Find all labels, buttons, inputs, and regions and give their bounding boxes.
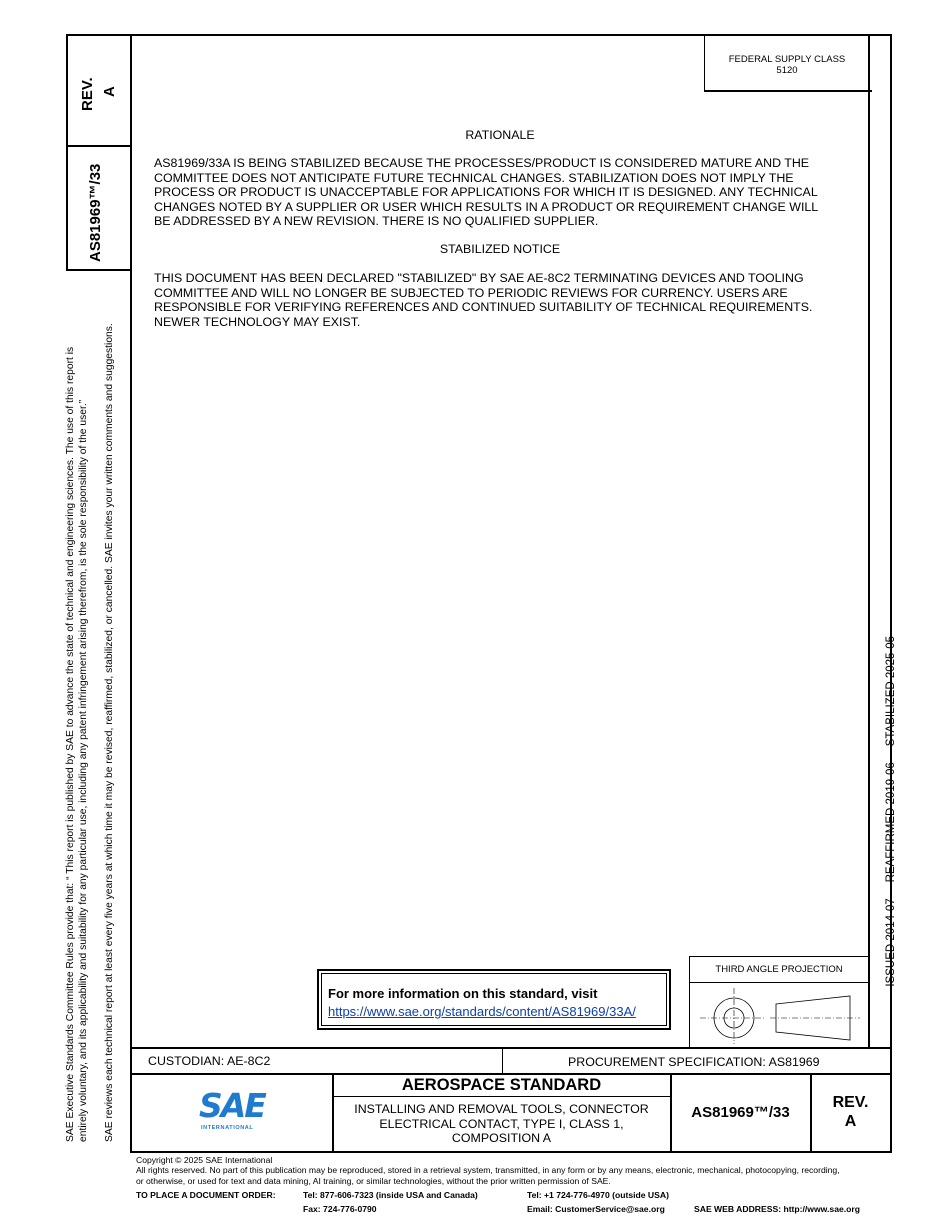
rationale-line: BE ADDRESSED BY A NEW REVISION. THERE IS NO QUALIFIED SUPPLIER. <box>154 214 599 229</box>
projection-box-top <box>689 956 869 957</box>
rationale-heading: RATIONALE <box>465 128 535 142</box>
titleblock-custodian-divider <box>502 1047 503 1074</box>
stabilized-line: NEWER TECHNOLOGY MAY EXIST. <box>154 314 361 329</box>
titleblock-top <box>130 1047 892 1049</box>
margin-note-line3: SAE reviews each technical report at least every five years at which time it may be revised, reaffirmed, stabilized, or cancelled. SAE invites your written comments and suggestions. <box>104 323 115 1142</box>
titleblock-row-divider <box>130 1073 892 1075</box>
info-box <box>317 969 671 1030</box>
left-col-bottom-line <box>66 269 131 271</box>
custodian: CUSTODIAN: AE-8C2 <box>148 1054 271 1068</box>
frame-left-line <box>66 34 68 270</box>
frame-top-line <box>66 34 892 36</box>
supply-class-line2: 5120 <box>776 65 798 76</box>
rationale-line: CHANGES NOTED BY A SUPPLIER OR USER WHICH RESULTS IN A PRODUCT OR REQUIREMENT CHANGE WILL <box>154 199 819 214</box>
stabilized-line: COMMITTEE AND WILL NO LONGER BE SUBJECTED TO PERIODIC REVIEWS FOR CURRENCY. USERS ARE <box>154 285 788 300</box>
rationale-line: AS81969/33A IS BEING STABILIZED BECAUSE THE PROCESSES/PRODUCT IS CONSIDERED MATURE AND THE <box>154 156 810 170</box>
tel-usa: Tel: 877-606-7323 (inside USA and Canada) <box>303 1190 478 1200</box>
left-doc-number: AS81969™/33 <box>87 163 104 262</box>
margin-note-line1: SAE Executive Standards Committee Rules provide that: “ This report is published by SAE to advance the state of technical and engineering sciences. The use of this report is <box>65 346 76 1142</box>
title-line3: COMPOSITION A <box>451 1131 552 1145</box>
federal-supply-class <box>705 54 869 76</box>
titleblock-doc-number: AS81969™/33 <box>691 1104 790 1121</box>
left-rev-label: REV. <box>79 77 96 111</box>
frame-right-inner-line <box>868 34 870 1048</box>
titleblock-std-divider <box>332 1096 671 1097</box>
margin-note-line2: entirely voluntary, and its applicability and suitability for any particular use, including any patent infringement arising therefrom, is the sole responsibility of the user.” <box>78 399 89 1142</box>
stabilized-body <box>154 271 864 329</box>
email[interactable]: Email: CustomerService@sae.org <box>527 1204 665 1214</box>
supply-class-line1: FEDERAL SUPPLY CLASS <box>728 54 846 65</box>
tel-outside: Tel: +1 724-776-4970 (outside USA) <box>527 1190 669 1200</box>
footer <box>136 1155 916 1186</box>
footer-copyright: Copyright © 2025 SAE International <box>136 1155 273 1165</box>
sae-logo-mark: SAE <box>199 1086 265 1125</box>
titleblock-rev <box>811 1093 890 1131</box>
left-rev-divider <box>66 145 131 147</box>
titleblock-bottom <box>130 1151 892 1153</box>
rationale-line: COMMITTEE DOES NOT ANTICIPATE FUTURE TECHNICAL CHANGES. STABILIZATION DOES NOT IMPLY THE <box>154 170 794 185</box>
order-label: TO PLACE A DOCUMENT ORDER: <box>136 1190 276 1200</box>
info-box-link[interactable]: https://www.sae.org/standards/content/AS81969/33A/ <box>328 1004 636 1019</box>
stabilized-heading: STABILIZED NOTICE <box>439 242 561 256</box>
third-angle-projection-icon <box>690 984 868 1046</box>
title-line2: ELECTRICAL CONTACT, TYPE I, CLASS 1, <box>379 1116 624 1131</box>
rationale-body <box>154 156 864 229</box>
left-rev-value: A <box>101 86 118 97</box>
document-title <box>333 1102 670 1146</box>
web-address[interactable]: SAE WEB ADDRESS: http://www.sae.org <box>694 1204 860 1214</box>
sae-logo <box>196 1088 272 1136</box>
projection-label: THIRD ANGLE PROJECTION <box>715 964 843 975</box>
stabilized-line: RESPONSIBLE FOR VERIFYING REFERENCES AND CONTINUED SUITABILITY OF TECHNICAL REQUIREMENTS. <box>154 300 813 315</box>
procurement-specification: PROCUREMENT SPECIFICATION: AS81969 <box>568 1055 820 1069</box>
standard-type: AEROSPACE STANDARD <box>401 1076 602 1094</box>
sae-logo-sub: INTERNATIONAL <box>201 1125 254 1131</box>
stabilized-line: THIS DOCUMENT HAS BEEN DECLARED "STABILIZED" BY SAE AE-8C2 TERMINATING DEVICES AND TOOLING <box>154 271 804 285</box>
info-box-label: For more information on this standard, visit <box>328 986 598 1001</box>
dates-vertical: ISSUED 2014-07 REAFFIRMED 2019-06 STABILIZED 2025-05 <box>885 635 897 987</box>
titleblock-rev-value: A <box>844 1113 857 1130</box>
titleblock-rev-label: REV. <box>832 1094 869 1111</box>
title-line1: INSTALLING AND REMOVAL TOOLS, CONNECTOR <box>354 1102 649 1116</box>
projection-label-divider <box>689 982 869 983</box>
fax: Fax: 724-776-0790 <box>303 1204 377 1214</box>
footer-rights-line2: or otherwise, or used for text and data mining, AI training, or similar technologies, without the prior written permission of SAE. <box>136 1175 611 1186</box>
frame-left-col-right-line <box>130 34 132 1152</box>
supply-box-bottom <box>704 90 872 92</box>
rationale-line: PROCESS OR PRODUCT IS UNACCEPTABLE FOR APPLICATIONS FOR WHICH IT IS DESIGNED. ANY TECHNICAL <box>154 185 818 200</box>
footer-rights-line1: All rights reserved. No part of this publication may be reproduced, stored in a retrieval system, transmitted, in any form or by any means, electronic, mechanical, photocopying, recording, <box>136 1165 840 1176</box>
